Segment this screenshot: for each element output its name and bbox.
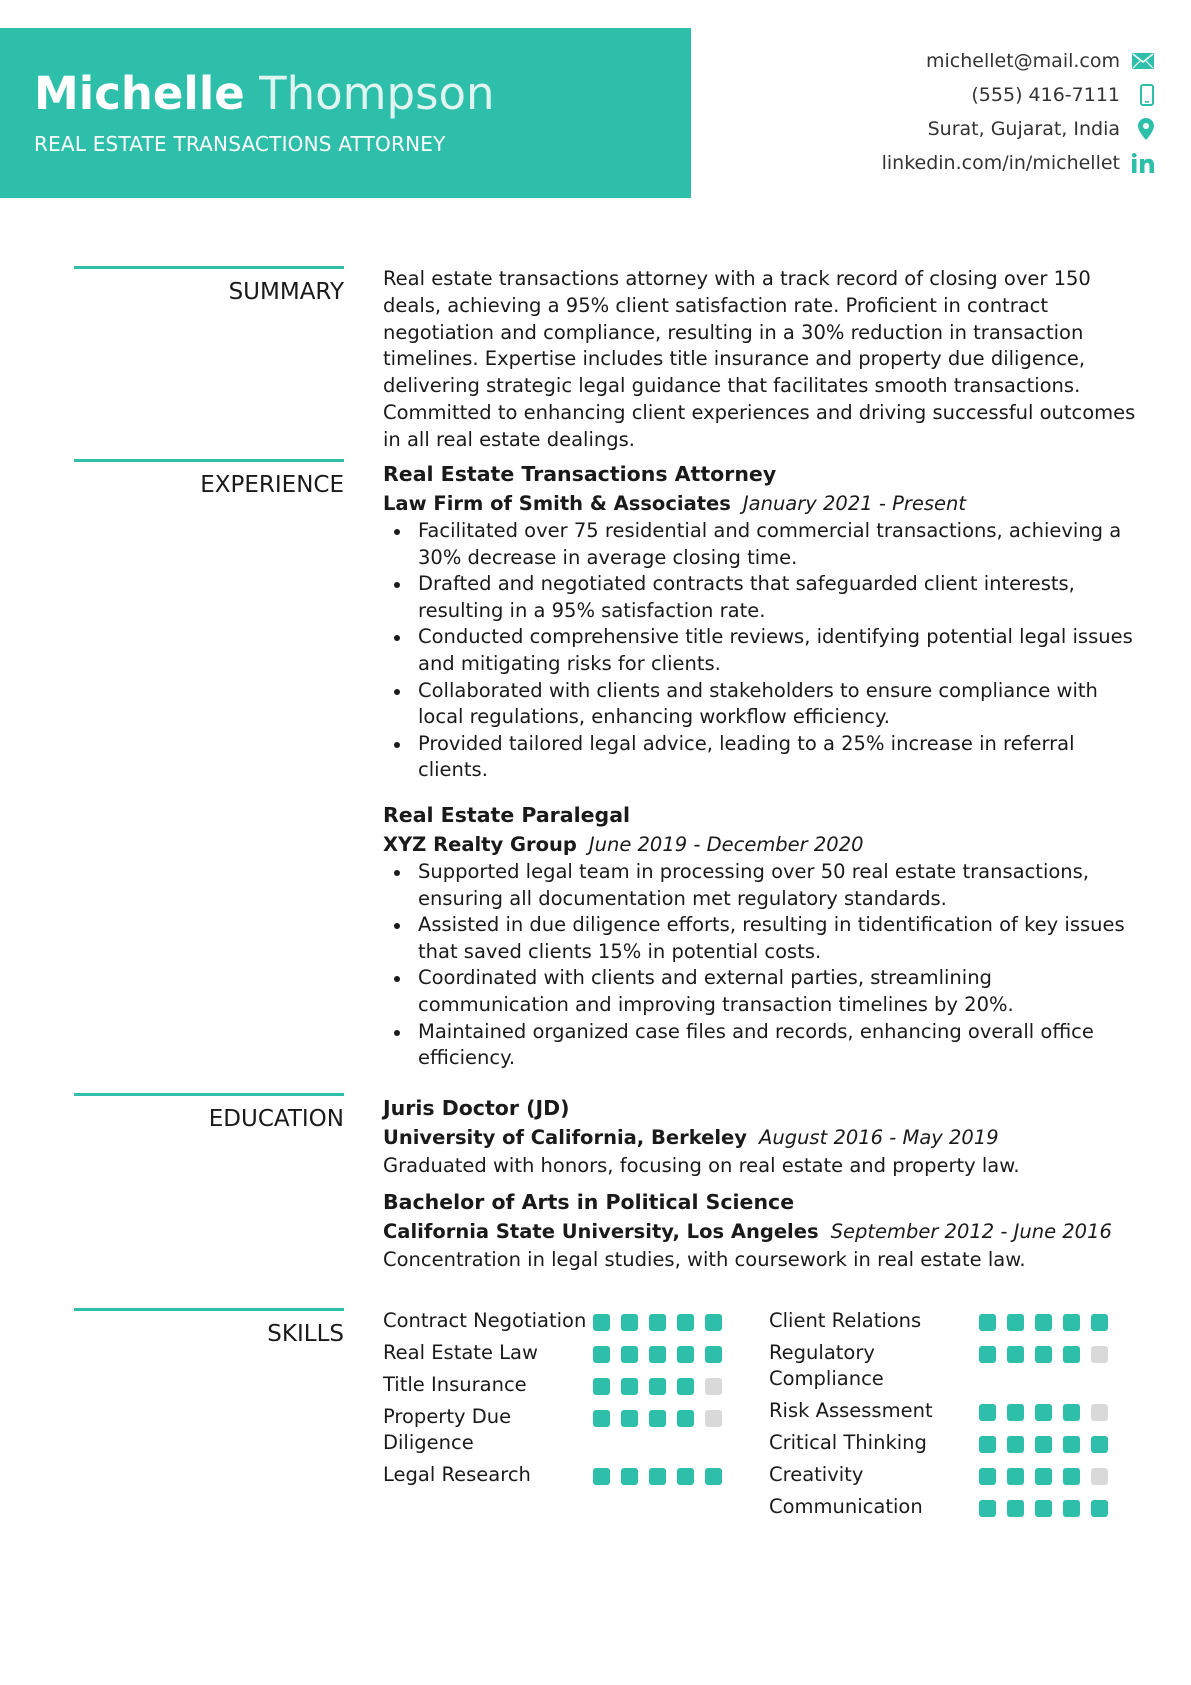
education-dates: August 2016 - May 2019: [759, 1126, 999, 1149]
rating-dot-filled: [621, 1410, 638, 1427]
skill-rating: [593, 1340, 722, 1363]
skill-row: [769, 1462, 1129, 1488]
contact-phone[interactable]: [734, 78, 1154, 112]
rating-dot-empty: [1091, 1346, 1108, 1363]
rating-dot-filled: [1063, 1346, 1080, 1363]
rating-dot-filled: [1007, 1404, 1024, 1421]
education-entry: [383, 1187, 1143, 1273]
rating-dot-filled: [1063, 1314, 1080, 1331]
contact-location: [734, 112, 1154, 146]
skill-row: [383, 1340, 743, 1366]
rating-dot-filled: [979, 1346, 996, 1363]
phone-text: (555) 416-7111: [971, 84, 1120, 106]
skill-rating: [979, 1308, 1108, 1331]
section-heading-education: EDUCATION: [74, 1093, 344, 1134]
rating-dot-filled: [979, 1314, 996, 1331]
bullet-item: Maintained organized case files and records, enhancing overall office efficiency.: [418, 1019, 1143, 1072]
last-name: Thompson: [259, 67, 495, 120]
job-org: XYZ Realty Group: [383, 832, 577, 856]
rating-dot-filled: [979, 1500, 996, 1517]
job-dates: January 2021 - Present: [742, 492, 967, 515]
rating-dot-filled: [677, 1468, 694, 1485]
skill-row: [383, 1462, 743, 1488]
rating-dot-filled: [705, 1346, 722, 1363]
skill-row: [769, 1398, 1129, 1424]
skill-name: Critical Thinking: [769, 1431, 927, 1454]
bullet-item: Conducted comprehensive title reviews, identifying potential legal issues and mitigating risks for clients.: [418, 624, 1143, 677]
rating-dot-filled: [677, 1410, 694, 1427]
rating-dot-filled: [1007, 1314, 1024, 1331]
bullet-item: Facilitated over 75 residential and commercial transactions, achieving a 30% decrease in average closing time.: [418, 518, 1143, 571]
rating-dot-filled: [1063, 1468, 1080, 1485]
education-description: Graduated with honors, focusing on real estate and property law.: [383, 1154, 1020, 1177]
rating-dot-filled: [979, 1468, 996, 1485]
school: California State University, Los Angeles: [383, 1220, 819, 1243]
education-description: Concentration in legal studies, with coursework in real estate law.: [383, 1248, 1026, 1271]
skill-rating: [593, 1404, 722, 1427]
skill-rating: [593, 1308, 722, 1331]
rating-dot-filled: [1007, 1468, 1024, 1485]
phone-icon: [1128, 84, 1154, 106]
rating-dot-filled: [649, 1346, 666, 1363]
section-heading-summary: SUMMARY: [74, 266, 344, 307]
rating-dot-filled: [649, 1314, 666, 1331]
job-dates: June 2019 - December 2020: [588, 832, 864, 856]
skill-name: Client Relations: [769, 1309, 922, 1332]
rating-dot-filled: [621, 1346, 638, 1363]
rating-dot-empty: [1091, 1468, 1108, 1485]
rating-dot-filled: [1063, 1404, 1080, 1421]
degree: Bachelor of Arts in Political Science: [383, 1190, 795, 1214]
rating-dot-filled: [621, 1468, 638, 1485]
rating-dot-filled: [593, 1314, 610, 1331]
skill-rating: [979, 1494, 1108, 1517]
rating-dot-filled: [1035, 1500, 1052, 1517]
summary-text: Real estate transactions attorney with a track record of closing over 150 deals, achieving a 95% client satisfaction rate. Proficient in contract negotiation and compliance, resulting in a 30% reduction in transaction timelines. Expertise includes title insurance and property due diligence, delivering strategic legal guidance that facilitates smooth transactions. Committed to enhancing client experiences and driving successful outcomes in all real estate dealings.: [383, 267, 1136, 451]
rating-dot-filled: [649, 1410, 666, 1427]
job-role: Real Estate Transactions Attorney: [383, 462, 777, 486]
rating-dot-empty: [1091, 1404, 1108, 1421]
rating-dot-filled: [677, 1314, 694, 1331]
job-role: Real Estate Paralegal: [383, 802, 631, 827]
skill-row: [383, 1308, 743, 1334]
skill-name: Risk Assessment: [769, 1399, 933, 1422]
rating-dot-filled: [593, 1468, 610, 1485]
rating-dot-filled: [1035, 1468, 1052, 1485]
skill-rating: [979, 1462, 1108, 1485]
rating-dot-filled: [1063, 1500, 1080, 1517]
rating-dot-filled: [621, 1314, 638, 1331]
skill-rating: [979, 1430, 1108, 1453]
rating-dot-filled: [593, 1378, 610, 1395]
skill-rating: [979, 1398, 1108, 1421]
rating-dot-filled: [1091, 1314, 1108, 1331]
rating-dot-filled: [1007, 1436, 1024, 1453]
rating-dot-filled: [649, 1468, 666, 1485]
skills-column-left: [383, 1308, 743, 1494]
bullet-item: Assisted in due diligence efforts, resulting in tidentification of key issues that saved clients 15% in potential costs.: [418, 912, 1143, 965]
skill-name: Title Insurance: [383, 1373, 527, 1396]
school: University of California, Berkeley: [383, 1126, 747, 1149]
bullet-item: Coordinated with clients and external parties, streamlining communication and improving transaction timelines by 20%.: [418, 965, 1143, 1018]
skill-rating: [979, 1340, 1108, 1363]
skill-row: [769, 1494, 1129, 1520]
rating-dot-filled: [1007, 1500, 1024, 1517]
degree: Juris Doctor (JD): [383, 1096, 570, 1120]
education-dates: September 2012 - June 2016: [830, 1220, 1112, 1243]
rating-dot-empty: [705, 1378, 722, 1395]
rating-dot-filled: [1035, 1314, 1052, 1331]
rating-dot-filled: [705, 1314, 722, 1331]
skill-name: Property Due Diligence: [383, 1405, 512, 1454]
skill-name: Legal Research: [383, 1463, 531, 1486]
rating-dot-filled: [1035, 1346, 1052, 1363]
contact-linkedin[interactable]: [734, 146, 1154, 180]
job-entry: [383, 459, 1143, 784]
bullet-item: Supported legal team in processing over 50 real estate transactions, ensuring all documentation met regulatory standards.: [418, 859, 1143, 912]
envelope-icon: [1128, 53, 1154, 69]
rating-dot-filled: [677, 1346, 694, 1363]
bullet-item: Collaborated with clients and stakeholders to ensure compliance with local regulations, enhancing workflow efficiency.: [418, 678, 1143, 731]
rating-dot-filled: [979, 1436, 996, 1453]
skill-row: [769, 1430, 1129, 1456]
skill-row: [769, 1340, 1129, 1392]
skills-column-right: [769, 1308, 1129, 1526]
rating-dot-filled: [649, 1378, 666, 1395]
email-text: michellet@mail.com: [926, 50, 1120, 72]
first-name: Michelle: [34, 67, 245, 120]
rating-dot-filled: [1091, 1436, 1108, 1453]
rating-dot-filled: [593, 1346, 610, 1363]
job-entry: [383, 800, 1143, 1072]
bullet-item: Drafted and negotiated contracts that safeguarded client interests, resulting in a 95% satisfaction rate.: [418, 571, 1143, 624]
job-title: REAL ESTATE TRANSACTIONS ATTORNEY: [34, 132, 446, 156]
section-heading-skills: SKILLS: [74, 1308, 344, 1349]
skill-row: [383, 1404, 743, 1456]
candidate-name: [34, 66, 495, 122]
rating-dot-filled: [593, 1410, 610, 1427]
rating-dot-filled: [1007, 1346, 1024, 1363]
location-pin-icon: [1128, 118, 1154, 140]
linkedin-text: linkedin.com/in/michellet: [881, 152, 1120, 174]
rating-dot-filled: [705, 1468, 722, 1485]
skill-name: Real Estate Law: [383, 1341, 538, 1364]
rating-dot-filled: [1035, 1404, 1052, 1421]
skill-name: Regulatory Compliance: [769, 1341, 884, 1390]
contact-email[interactable]: [734, 44, 1154, 78]
contact-block: [734, 44, 1154, 180]
bullet-item: Provided tailored legal advice, leading to a 25% increase in referral clients.: [418, 731, 1143, 784]
skill-name: Creativity: [769, 1463, 864, 1486]
skill-row: [769, 1308, 1129, 1334]
skill-rating: [593, 1372, 722, 1395]
section-heading-experience: EXPERIENCE: [74, 459, 344, 500]
rating-dot-filled: [979, 1404, 996, 1421]
skill-rating: [593, 1462, 722, 1485]
job-bullets: [383, 859, 1143, 1072]
rating-dot-filled: [1091, 1500, 1108, 1517]
linkedin-icon: [1128, 153, 1154, 173]
rating-dot-filled: [621, 1378, 638, 1395]
job-bullets: [383, 518, 1143, 784]
rating-dot-filled: [1063, 1436, 1080, 1453]
rating-dot-filled: [1035, 1436, 1052, 1453]
skill-name: Contract Negotiation: [383, 1309, 587, 1332]
job-org: Law Firm of Smith & Associates: [383, 492, 731, 515]
skill-row: [383, 1372, 743, 1398]
skill-name: Communication: [769, 1495, 923, 1518]
education-entry: [383, 1093, 1143, 1179]
rating-dot-filled: [677, 1378, 694, 1395]
location-text: Surat, Gujarat, India: [927, 118, 1120, 140]
rating-dot-empty: [705, 1410, 722, 1427]
